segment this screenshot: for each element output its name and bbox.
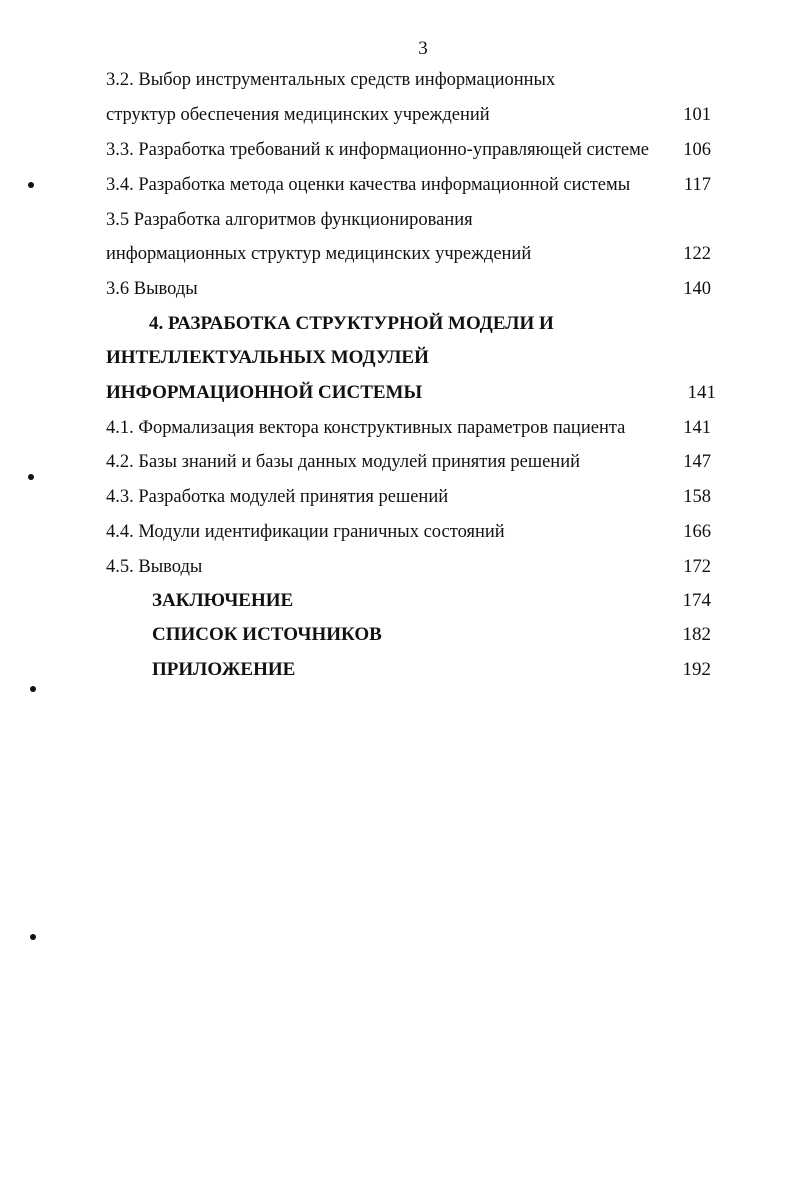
- toc-entry-title: 3.2. Выбор инструментальных средств информационных: [106, 70, 556, 90]
- toc-entry-title: СПИСОК ИСТОЧНИКОВ: [152, 624, 382, 645]
- toc-entry-4-1: [106, 415, 716, 441]
- toc-entry-page: 182: [682, 624, 711, 645]
- toc-entry-page: 192: [682, 659, 711, 680]
- page-number: 3: [418, 38, 428, 59]
- toc-entry-4-5: [106, 554, 716, 580]
- toc-chapter-4-heading: [106, 311, 716, 337]
- scan-mark: [30, 686, 36, 692]
- toc-entry-title: ПРИЛОЖЕНИЕ: [152, 659, 296, 680]
- toc-chapter-4-heading-cont: [106, 345, 716, 371]
- toc-entry-title: 4.5. Выводы: [106, 557, 203, 577]
- toc-entry-title: 4.3. Разработка модулей принятия решений: [106, 487, 449, 507]
- toc-chapter-4-heading-end: [106, 380, 716, 406]
- toc-appendix: [106, 657, 716, 683]
- toc-chapter-title: ИНТЕЛЛЕКТУАЛЬНЫХ МОДУЛЕЙ: [106, 347, 429, 368]
- toc-entry-3-3: [106, 137, 716, 163]
- toc-chapter-title: ИНФОРМАЦИОННОЙ СИСТЕМЫ: [106, 382, 423, 403]
- toc-entry-page: 174: [682, 590, 711, 611]
- toc-entry-title: 4.4. Модули идентификации граничных состояний: [106, 522, 505, 542]
- toc-entry-title: ЗАКЛЮЧЕНИЕ: [152, 590, 294, 611]
- scan-mark: [28, 182, 34, 188]
- toc-chapter-title: 4. РАЗРАБОТКА СТРУКТУРНОЙ МОДЕЛИ И: [149, 313, 554, 334]
- toc-entry-page: 101: [683, 105, 711, 125]
- toc-entry-title: 3.6 Выводы: [106, 279, 198, 299]
- toc-entry-page: 117: [683, 175, 711, 195]
- toc-entry-title: структур обеспечения медицинских учреждений: [106, 105, 490, 125]
- toc-entry-page: 140: [683, 279, 711, 299]
- toc-entry-page: 172: [683, 557, 711, 577]
- toc-entry-page: 147: [683, 452, 711, 472]
- toc-entry-page: 122: [683, 244, 711, 264]
- toc-entry-title: 3.3. Разработка требований к информационно-управляющей системе: [106, 140, 650, 160]
- toc-entry-page: 141: [683, 418, 711, 438]
- toc-entry-page: 166: [683, 522, 711, 542]
- toc-entry-page: 158: [683, 487, 711, 507]
- toc-entry-4-4: [106, 519, 716, 545]
- toc-entry-3-4: [106, 172, 716, 198]
- scan-mark: [28, 474, 34, 480]
- toc-entry-title: 3.4. Разработка метода оценки качества информационной системы: [106, 175, 631, 195]
- toc-entry-3-2-cont: [106, 102, 716, 128]
- toc-entry-3-5: [106, 207, 716, 233]
- toc-entry-3-6: [106, 276, 716, 302]
- toc-entry-page: 106: [683, 140, 711, 160]
- toc-entry-3-5-cont: [106, 241, 716, 267]
- toc-entry-title: 4.1. Формализация вектора конструктивных параметров пациента: [106, 418, 626, 438]
- toc-entry-page: 141: [687, 382, 716, 403]
- toc-entry-3-2: [106, 67, 716, 93]
- toc-references: [106, 622, 716, 648]
- toc-conclusion: [106, 588, 716, 614]
- toc-entry-title: информационных структур медицинских учреждений: [106, 244, 532, 264]
- toc-entry-4-3: [106, 484, 716, 510]
- scan-mark: [30, 934, 36, 940]
- toc-entry-title: 3.5 Разработка алгоритмов функционирования: [106, 210, 473, 230]
- toc-entry-title: 4.2. Базы знаний и базы данных модулей принятия решений: [106, 452, 580, 472]
- toc-entry-4-2: [106, 449, 716, 475]
